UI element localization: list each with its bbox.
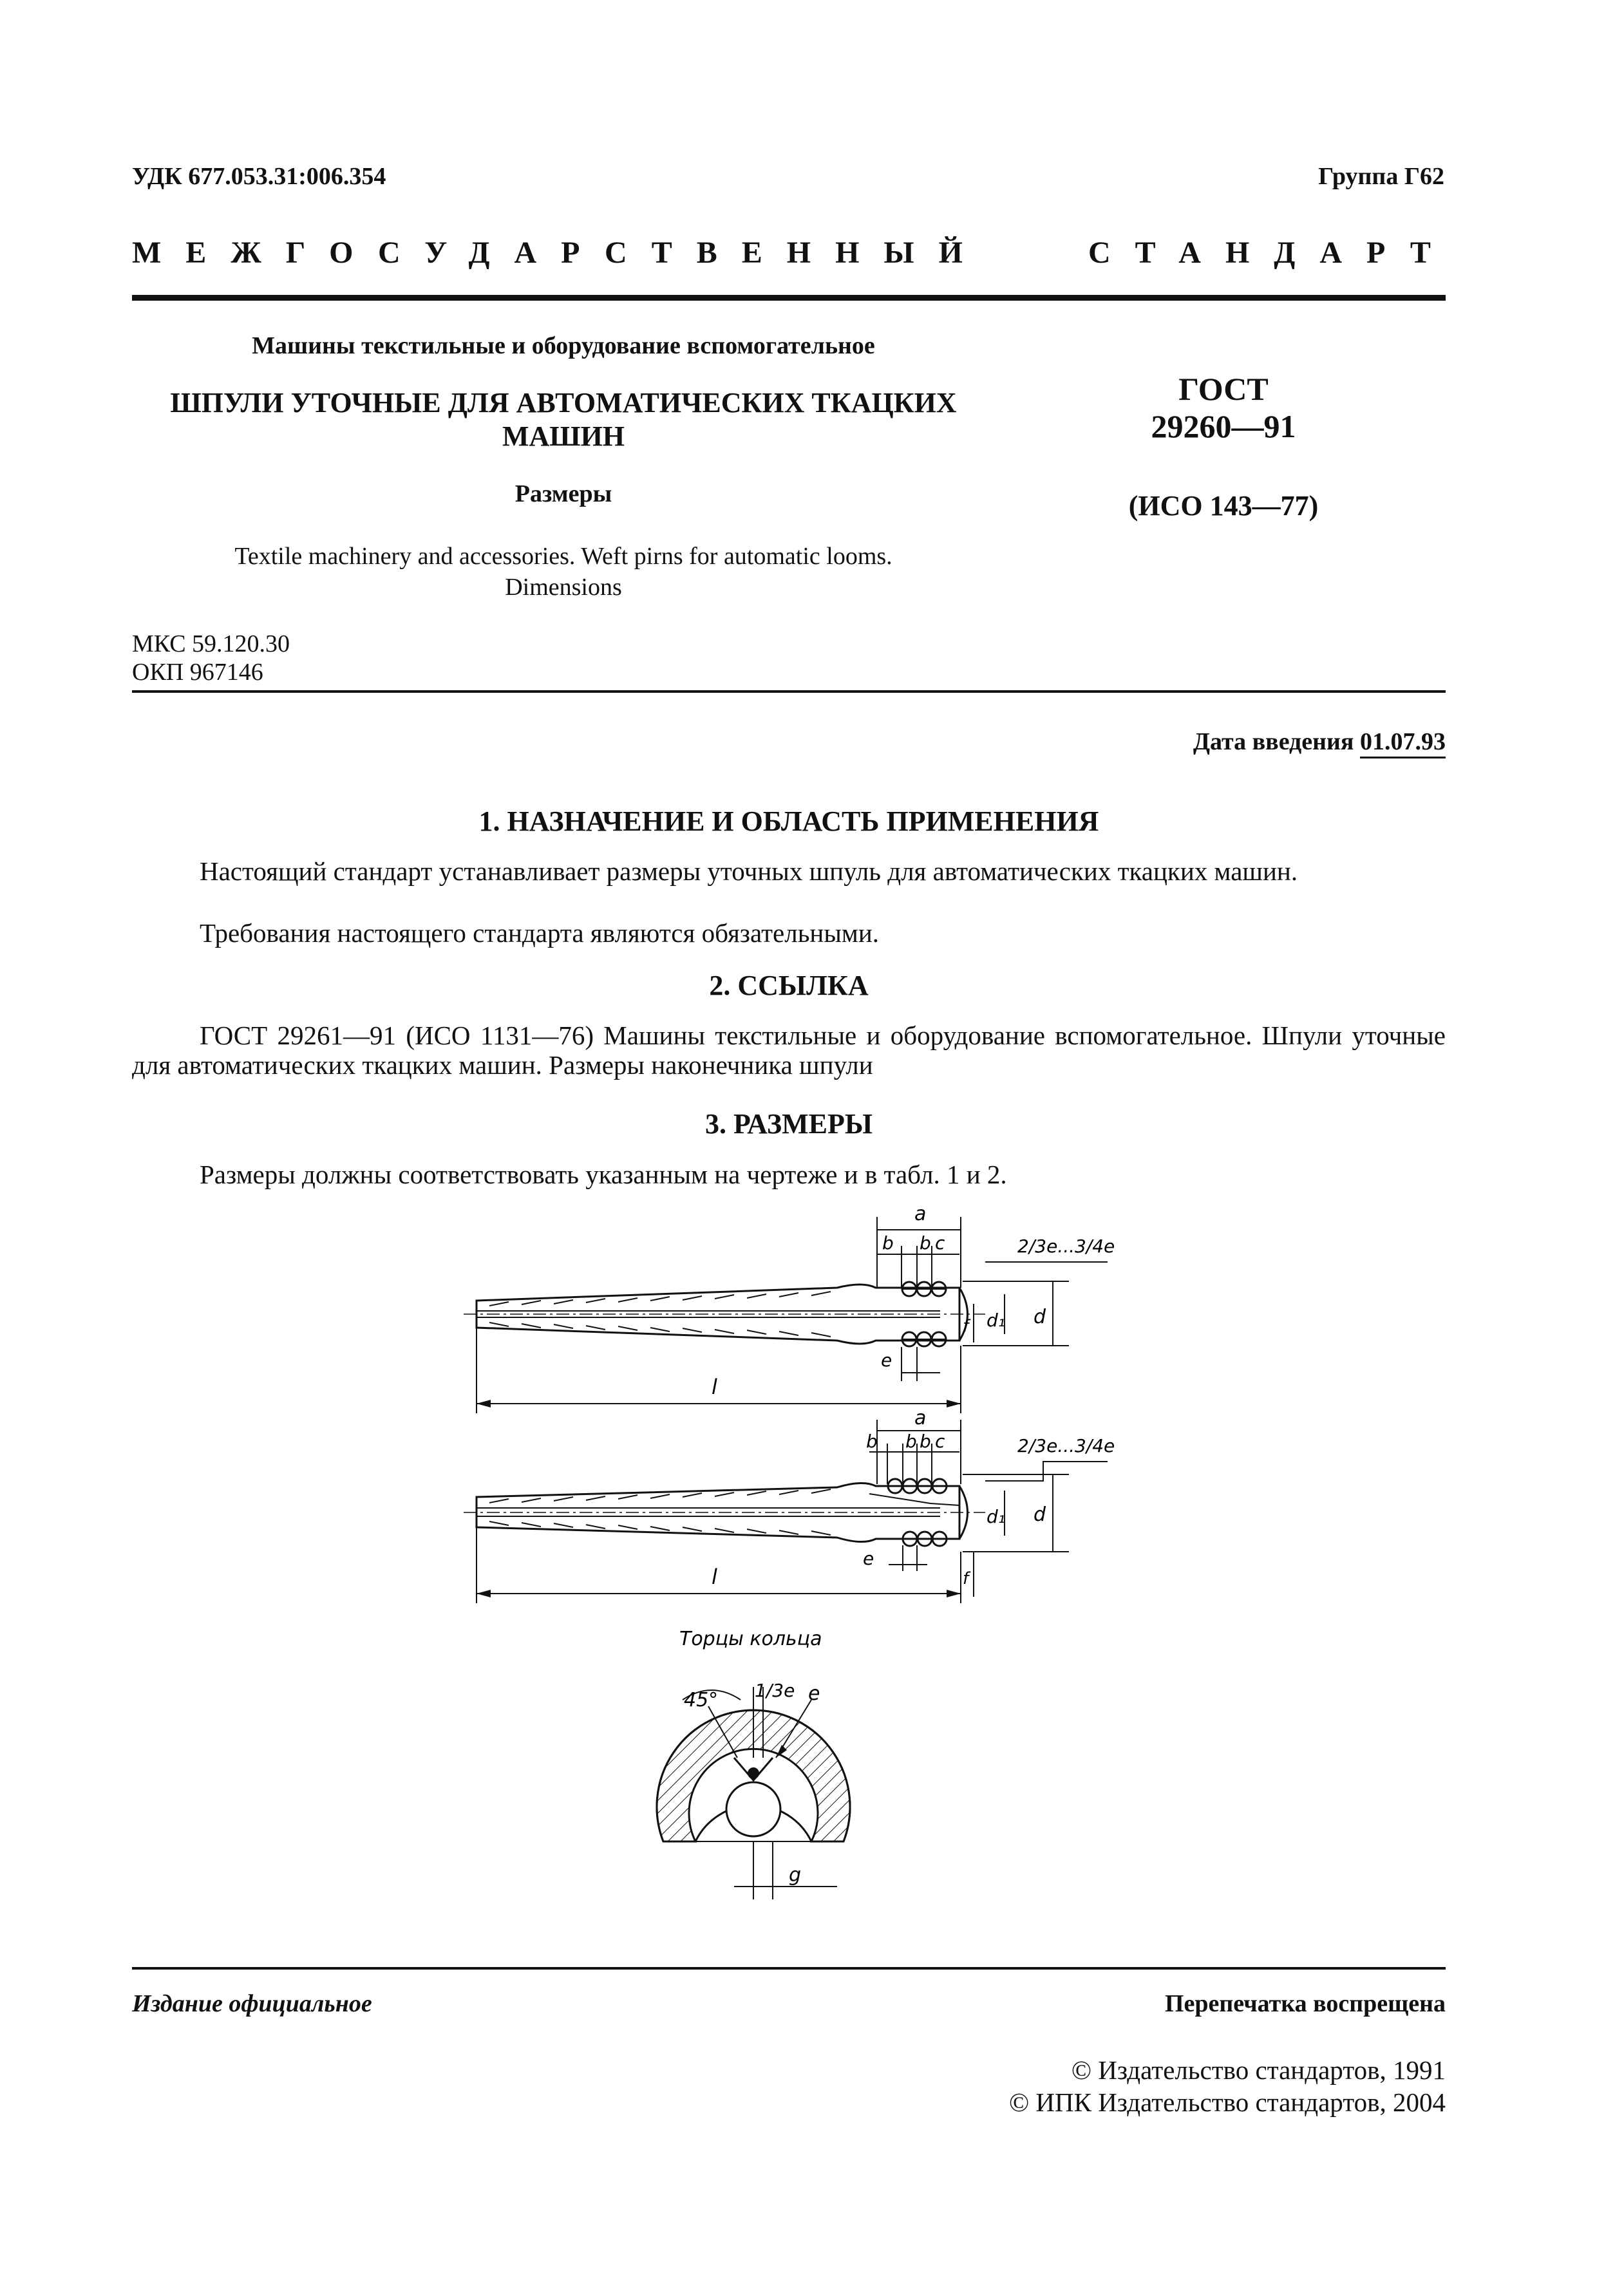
intro-date [966,728,1446,756]
section-3-paragraph-1: Размеры должны соответствовать указанным на чертеже и в табл. 1 и 2. [200,1160,1007,1189]
dim-label-b-2c: b [920,1431,931,1452]
english-line-2: Dimensions [505,574,622,601]
banner-left: МЕЖГОСУДАРСТВЕННЫЙ [132,236,987,270]
angle-label: 45° [684,1689,719,1711]
title-line-1: ШПУЛИ УТОЧНЫЕ ДЛЯ АВТОМАТИЧЕСКИХ ТКАЦКИХ [170,387,957,419]
english-line-1: Textile machinery and accessories. Weft pirns for automatic looms. [234,543,892,570]
gost-label: ГОСТ [1178,371,1269,407]
dim-label-d1-2: d₁ [987,1506,1005,1527]
title-line-2: МАШИН [502,420,625,452]
copyright-1991: © Издательство стандартов, 1991 [1071,2055,1446,2085]
section-1-paragraph-2: Требования настоящего стандарта являются обязательными. [200,918,880,948]
dim-label-e-1: e [881,1350,892,1371]
section-1-heading: 1. НАЗНАЧЕНИЕ И ОБЛАСТЬ ПРИМЕНЕНИЯ [478,805,1099,837]
drawing-caption: Торцы кольца [679,1628,822,1650]
pirn-view-2 [464,1420,1108,1603]
mks-code: МКС 59.120.30 [132,630,290,657]
standard-title [132,386,995,453]
dim-label-g: g [789,1864,802,1887]
banner-rule [132,295,1446,301]
copyright-block [773,2054,1446,2118]
dim-label-a-2: a [914,1407,927,1429]
dim-label-b-1: b [882,1232,894,1254]
pirn-view-1 [464,1217,1108,1413]
copyright-2004: © ИПК Издательство стандартов, 2004 [1008,2087,1446,2117]
iso-reference: (ИСО 143—77) [1128,490,1319,522]
reprint-prohibited: Перепечатка воспрещена [1164,1990,1446,2017]
dim-label-l-2: l [712,1565,717,1589]
dim-label-ratio-2: 2/3e...3/4e [1017,1435,1115,1456]
dim-label-b-1b: b [920,1232,931,1254]
dim-label-c-2: c [935,1431,945,1452]
official-edition: Издание официальное [132,1990,372,2017]
dim-label-c-1: c [935,1232,945,1254]
dim-label-f-1: f [963,1317,969,1336]
dim-label-f-2: f [963,1569,969,1588]
intro-date-value: 01.07.93 [1360,728,1446,758]
pirn-technical-drawing [451,1191,1191,1938]
ring-e-label: e [808,1682,820,1705]
classification-codes [132,630,290,686]
section-2-heading: 2. ССЫЛКА [709,970,869,1001]
dim-label-d-2: d [1034,1503,1046,1526]
dim-label-ratio-1: 2/3e...3/4e [1017,1236,1115,1257]
okp-code: ОКП 967146 [132,659,263,686]
dim-label-a-1: a [914,1203,927,1225]
udk-code: УДК 677.053.31:006.354 [132,163,386,190]
dim-label-l-1: l [712,1375,717,1399]
ring-section-view [657,1687,850,1899]
section-3-heading: 3. РАЗМЕРЫ [704,1108,873,1140]
dim-label-b-2b: b [905,1431,917,1452]
gost-designation [1056,370,1391,445]
gost-number: 29260—91 [1151,408,1296,444]
section-1-paragraph-1: Настоящий стандарт устанавливает размеры уточных шпуль для автоматических ткацких машин. [200,856,1298,886]
english-title [132,541,995,603]
dim-label-e-2: e [863,1548,874,1569]
footer-rule [132,1967,1446,1970]
standard-subtitle: Размеры [515,480,612,507]
standard-category: Машины текстильные и оборудование вспомогательное [252,332,875,359]
dim-label-b-2: b [866,1431,878,1452]
codes-rule [132,690,1446,693]
group-code: Группа Г62 [1318,163,1444,190]
dim-label-d1-1: d₁ [987,1310,1005,1331]
third-e-label: 1/3e [755,1680,795,1701]
banner-right: СТАНДАРТ [1088,236,1455,270]
section-2-paragraph-1: ГОСТ 29261—91 (ИСО 1131—76) Машины текстильные и оборудование вспомогательное. Шпули уточные для автоматических ткацких машин. Размеры наконечника шпули [132,1021,1446,1080]
dim-label-d-1: d [1034,1306,1046,1328]
intro-date-label: Дата введения [1193,728,1354,755]
